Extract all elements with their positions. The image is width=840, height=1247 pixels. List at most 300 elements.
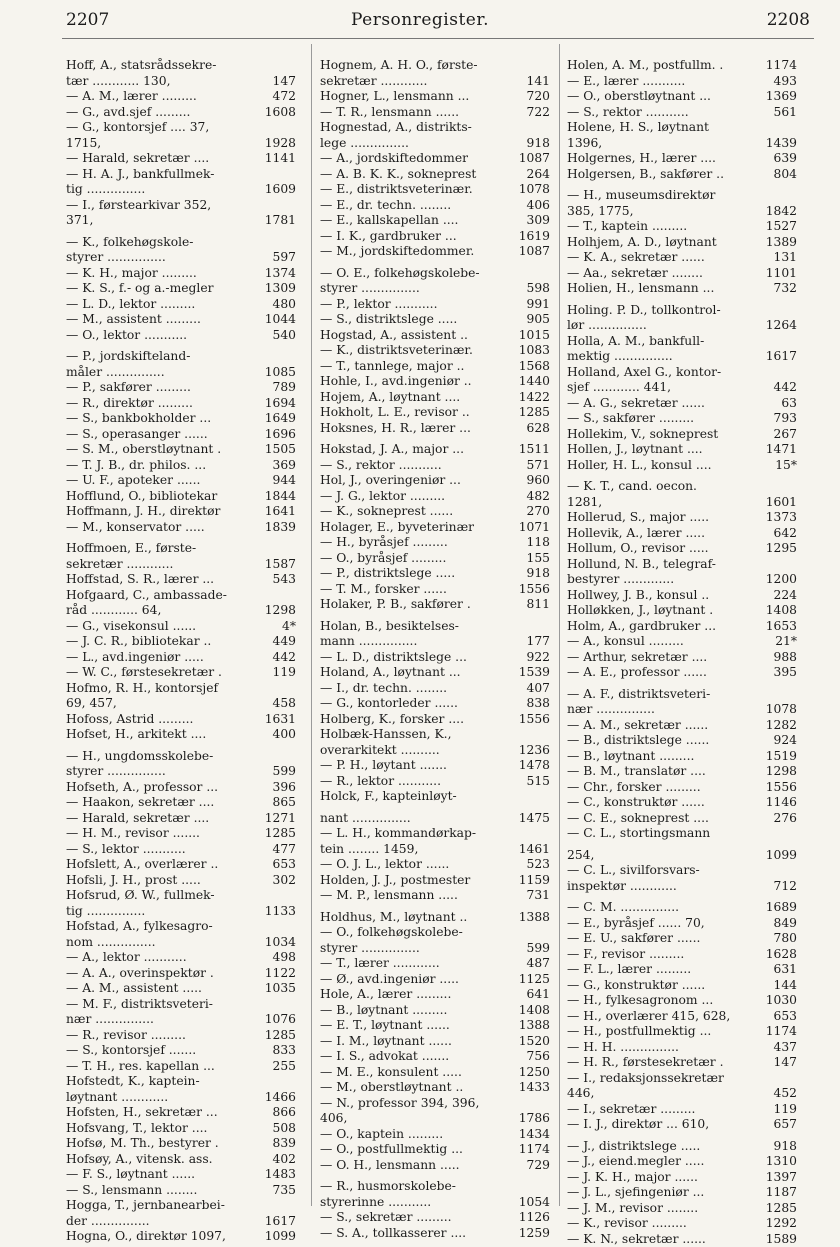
index-entry — [567, 151, 797, 167]
entry-text: — E. U., sakfører ...... — [567, 931, 771, 947]
entry-text: — O. J. L., lektor ...... — [320, 857, 524, 873]
entry-text: — Aa., sekretær ........ — [567, 266, 763, 282]
entry-page: 1264 — [763, 318, 797, 334]
entry-text: — S., sekretær ......... — [320, 1210, 516, 1226]
entry-page: 960 — [524, 473, 550, 489]
entry-text: bestyrer ............. — [567, 572, 763, 588]
entry-page: 1619 — [516, 229, 550, 245]
index-entry — [320, 888, 550, 904]
index-entry — [320, 842, 550, 858]
entry-text: — K. S., f.- og a.-megler — [66, 281, 262, 297]
index-entry — [567, 749, 797, 765]
entry-text: — E. T., løytnant ...... — [320, 1018, 516, 1034]
index-entry — [567, 1102, 797, 1118]
entry-page: 1461 — [516, 842, 550, 858]
entry-page: 988 — [771, 650, 797, 666]
index-entry — [567, 1170, 797, 1186]
entry-page: 1601 — [763, 495, 797, 511]
index-entry — [66, 888, 296, 904]
index-entry — [320, 665, 550, 681]
index-entry — [567, 733, 797, 749]
index-entry — [320, 758, 550, 774]
entry-page: 1388 — [516, 910, 550, 926]
entry-text: Holdhus, M., løytnant .. — [320, 910, 516, 926]
index-entry — [567, 303, 797, 319]
index-entry — [66, 58, 296, 74]
entry-page: 1617 — [763, 349, 797, 365]
entry-page: 1483 — [262, 1167, 296, 1183]
index-entry — [320, 551, 550, 567]
index-entry — [567, 1024, 797, 1040]
entry-text: — A. M., assistent ..... — [66, 981, 262, 997]
entry-text: Holden, J. J., postmester — [320, 873, 516, 889]
index-entry — [567, 1055, 797, 1071]
index-entry — [320, 696, 550, 712]
index-entry — [320, 1111, 550, 1127]
index-entry — [320, 405, 550, 421]
entry-text: — E., lærer ........... — [567, 74, 771, 90]
entry-page: 482 — [524, 489, 550, 505]
entry-text: — T., tannlege, major .. — [320, 359, 516, 375]
entry-text: Hol, J., overingeniør ... — [320, 473, 524, 489]
entry-page: 1285 — [262, 826, 296, 842]
entry-text: Hofgaard, C., ambassade- — [66, 588, 293, 604]
index-entry — [567, 916, 797, 932]
index-entry — [320, 151, 550, 167]
entry-page: 599 — [524, 941, 550, 957]
entry-page: 1133 — [262, 904, 296, 920]
index-entry — [567, 848, 797, 864]
index-entry — [320, 619, 550, 635]
index-entry — [567, 479, 797, 495]
entry-text: råd ............ 64, — [66, 603, 262, 619]
entry-text: Hofstad, A., fylkesagro- — [66, 919, 293, 935]
index-entry — [66, 520, 296, 536]
entry-text: Hole, A., lærer ......... — [320, 987, 524, 1003]
entry-page: 1174 — [763, 1024, 797, 1040]
entry-text: Holgernes, H., lærer .... — [567, 151, 771, 167]
index-entry — [320, 1127, 550, 1143]
entry-text: styrer ............... — [320, 281, 524, 297]
entry-page: 131 — [771, 250, 797, 266]
index-entry — [567, 1071, 797, 1087]
entry-text: — Arthur, sekretær .... — [567, 650, 771, 666]
entry-text: — O., lektor ........... — [66, 328, 270, 344]
index-entry — [320, 941, 550, 957]
index-entry — [567, 250, 797, 266]
entry-page: 1126 — [516, 1210, 550, 1226]
index-entry — [567, 318, 797, 334]
entry-page: 838 — [524, 696, 550, 712]
index-entry — [567, 1117, 797, 1133]
entry-page: 1087 — [516, 151, 550, 167]
entry-page: 1505 — [262, 442, 296, 458]
entry-page: 1631 — [262, 712, 296, 728]
index-entry — [66, 1152, 296, 1168]
entry-page: 119 — [771, 1102, 797, 1118]
index-entry — [567, 219, 797, 235]
entry-text: — O. E., folkehøgskolebe- — [320, 266, 547, 282]
index-entry — [320, 213, 550, 229]
index-entry — [320, 421, 550, 437]
entry-text: — K., distriktsveterinær. — [320, 343, 516, 359]
index-entry — [66, 1183, 296, 1199]
entry-text: — M. F., distriktsveteri- — [66, 997, 293, 1013]
index-entry — [66, 328, 296, 344]
entry-text: — N., professor 394, 396, — [320, 1096, 547, 1112]
index-entry — [320, 1018, 550, 1034]
entry-text: — S., distriktslege ..... — [320, 312, 524, 328]
entry-page: 4* — [279, 619, 296, 635]
entry-text: — S. A., tollkasserer .... — [320, 1226, 516, 1242]
entry-page: 1374 — [262, 266, 296, 282]
index-entry — [320, 1195, 550, 1211]
index-entry — [320, 1210, 550, 1226]
entry-text: nær ............... — [567, 702, 763, 718]
entry-page: 1478 — [516, 758, 550, 774]
index-entry — [320, 910, 550, 926]
entry-text: løytnant ............ — [66, 1090, 262, 1106]
entry-page: 155 — [524, 551, 550, 567]
entry-page: 1556 — [516, 712, 550, 728]
column-divider — [311, 44, 312, 1206]
index-entry — [567, 650, 797, 666]
index-entry — [320, 774, 550, 790]
index-entry — [66, 235, 296, 251]
index-entry — [320, 58, 550, 74]
entry-page: 918 — [771, 1139, 797, 1155]
entry-page: 493 — [771, 74, 797, 90]
entry-page: 1298 — [763, 764, 797, 780]
entry-text: sjef ............ 441, — [567, 380, 771, 396]
index-entry — [66, 349, 296, 365]
entry-page: 1271 — [262, 811, 296, 827]
index-column-1 — [66, 58, 296, 1245]
entry-text: — H., fylkesagronom ... — [567, 993, 763, 1009]
index-entry — [320, 442, 550, 458]
entry-page: 1397 — [763, 1170, 797, 1186]
entry-text: — G., avd.sjef ......... — [66, 105, 262, 121]
entry-page: 1539 — [516, 665, 550, 681]
index-entry — [320, 374, 550, 390]
index-entry — [66, 427, 296, 443]
index-entry — [567, 396, 797, 412]
index-entry — [567, 136, 797, 152]
index-entry — [66, 842, 296, 858]
entry-text: Hofset, H., arkitekt .... — [66, 727, 270, 743]
index-entry — [567, 795, 797, 811]
entry-page: 1125 — [516, 972, 550, 988]
entry-text: — B., løytnant ......... — [567, 749, 763, 765]
entry-text: Hoffmann, J. H., direktør — [66, 504, 262, 520]
entry-page: 1786 — [516, 1111, 550, 1127]
entry-text: Holager, E., byveterinær — [320, 520, 516, 536]
entry-page: 141 — [524, 74, 550, 90]
entry-page: 1839 — [262, 520, 296, 536]
entry-text: — L., avd.ingeniør ..... — [66, 650, 270, 666]
entry-text: Hollekim, V., sokneprest — [567, 427, 771, 443]
entry-page: 1282 — [763, 718, 797, 734]
index-entry — [567, 900, 797, 916]
index-entry — [66, 198, 296, 214]
index-entry — [320, 566, 550, 582]
index-entry — [66, 712, 296, 728]
index-entry — [567, 411, 797, 427]
index-entry — [66, 1229, 296, 1245]
entry-page: 508 — [270, 1121, 296, 1137]
entry-page: 1556 — [516, 582, 550, 598]
entry-text: — K. T., cand. oecon. — [567, 479, 794, 495]
index-entry — [567, 526, 797, 542]
index-entry — [567, 167, 797, 183]
entry-text: — O., oberstløytnant ... — [567, 89, 763, 105]
entry-text: Holaker, P. B., sakfører . — [320, 597, 524, 613]
entry-page: 991 — [524, 297, 550, 313]
entry-text: inspektør ............ — [567, 879, 771, 895]
entry-text: — G., kontorsjef .... 37, — [66, 120, 293, 136]
entry-text: Hofmo, R. H., kontorsjef — [66, 681, 293, 697]
entry-text: — C. L., stortingsmann — [567, 826, 794, 842]
entry-text: — I. K., gardbruker ... — [320, 229, 516, 245]
entry-text: Holland, Axel G., kontor- — [567, 365, 794, 381]
entry-text: — A., jordskiftedommer — [320, 151, 516, 167]
entry-page: 1122 — [262, 966, 296, 982]
entry-text: — P. H., løytant ....... — [320, 758, 516, 774]
entry-text: Holene, H. S., løytnant — [567, 120, 794, 136]
entry-text: styrer ............... — [66, 250, 270, 266]
entry-page: 458 — [270, 696, 296, 712]
entry-text: Hohle, I., avd.ingeniør .. — [320, 374, 516, 390]
entry-text: Hollum, O., revisor ..... — [567, 541, 763, 557]
entry-page: 407 — [524, 681, 550, 697]
entry-text: — P., lektor ........... — [320, 297, 524, 313]
entry-text: sekretær ............ — [320, 74, 524, 90]
index-entry — [320, 582, 550, 598]
entry-page: 1842 — [763, 204, 797, 220]
entry-page: 1511 — [516, 442, 550, 458]
index-entry — [567, 619, 797, 635]
entry-page: 598 — [524, 281, 550, 297]
index-entry — [567, 510, 797, 526]
entry-page: 1310 — [763, 1154, 797, 1170]
entry-page: 918 — [524, 566, 550, 582]
entry-text: — S., bankbokholder ... — [66, 411, 262, 427]
entry-page: 924 — [771, 733, 797, 749]
entry-page: 811 — [524, 597, 550, 613]
index-entry — [320, 328, 550, 344]
index-entry — [66, 650, 296, 666]
index-entry — [567, 204, 797, 220]
index-entry — [66, 74, 296, 90]
index-entry — [567, 557, 797, 573]
entry-text: Hogga, T., jernbanearbei- — [66, 1198, 293, 1214]
entry-text: — H. H. ............... — [567, 1040, 771, 1056]
entry-text: mann ............... — [320, 634, 524, 650]
entry-page: 1781 — [262, 213, 296, 229]
entry-page: 731 — [524, 888, 550, 904]
entry-text: styrerinne ........... — [320, 1195, 516, 1211]
entry-text: — H. M., revisor ....... — [66, 826, 262, 842]
entry-text: — R., husmorskolebe- — [320, 1179, 547, 1195]
entry-page: 309 — [524, 213, 550, 229]
entry-text: — A., lektor ........... — [66, 950, 270, 966]
entry-page: 540 — [270, 328, 296, 344]
index-entry — [66, 780, 296, 796]
entry-page: 267 — [771, 427, 797, 443]
index-entry — [66, 213, 296, 229]
index-entry — [567, 826, 797, 842]
entry-page: 722 — [524, 105, 550, 121]
entry-page: 1689 — [763, 900, 797, 916]
index-entry — [567, 188, 797, 204]
entry-text: nant ............... — [320, 811, 516, 827]
entry-page: 224 — [771, 588, 797, 604]
entry-page: 1608 — [262, 105, 296, 121]
index-entry — [320, 167, 550, 183]
index-entry — [320, 925, 550, 941]
index-entry — [320, 597, 550, 613]
index-entry — [320, 1065, 550, 1081]
entry-text: 385, 1775, — [567, 204, 763, 220]
index-entry — [66, 1214, 296, 1230]
entry-text: Hollevik, A., lærer ..... — [567, 526, 771, 542]
entry-page: 1101 — [763, 266, 797, 282]
entry-page: 639 — [771, 151, 797, 167]
index-entry — [320, 120, 550, 136]
entry-text: Holm, A., gardbruker ... — [567, 619, 763, 635]
entry-text: Hofslett, A., overlærer .. — [66, 857, 270, 873]
entry-text: — P., distriktslege ..... — [320, 566, 524, 582]
index-entry — [567, 1185, 797, 1201]
entry-page: 1236 — [516, 743, 550, 759]
entry-page: 1369 — [763, 89, 797, 105]
entry-text: Holien, H., lensmann ... — [567, 281, 771, 297]
entry-text: — B. M., translatør .... — [567, 764, 763, 780]
entry-text: — T. J. B., dr. philos. ... — [66, 458, 270, 474]
entry-page: 780 — [771, 931, 797, 947]
entry-text: overarkitekt .......... — [320, 743, 516, 759]
entry-page: 1076 — [262, 1012, 296, 1028]
entry-text: Hollund, N. B., telegraf- — [567, 557, 794, 573]
entry-page: 1520 — [516, 1034, 550, 1050]
entry-text: Holen, A. M., postfullm. . — [567, 58, 763, 74]
entry-page: 406 — [524, 198, 550, 214]
entry-page: 922 — [524, 650, 550, 666]
index-entry — [567, 334, 797, 350]
entry-page: 1696 — [262, 427, 296, 443]
entry-page: 437 — [771, 1040, 797, 1056]
index-entry — [66, 749, 296, 765]
index-entry — [66, 1121, 296, 1137]
entry-text: — A. G., sekretær ...... — [567, 396, 778, 412]
entry-text: — I., sekretær ......... — [567, 1102, 771, 1118]
entry-page: 1439 — [763, 136, 797, 152]
page-title: Personregister. — [0, 10, 840, 30]
index-entry — [66, 151, 296, 167]
index-entry — [567, 74, 797, 90]
index-entry — [66, 489, 296, 505]
index-entry — [320, 873, 550, 889]
entry-page: 1609 — [262, 182, 296, 198]
entry-page: 1035 — [262, 981, 296, 997]
entry-page: 1373 — [763, 510, 797, 526]
entry-text: 446, — [567, 1086, 771, 1102]
index-entry — [567, 993, 797, 1009]
entry-text: tig ............... — [66, 904, 262, 920]
index-entry — [66, 1012, 296, 1028]
entry-text: — Haakon, sekretær .... — [66, 795, 270, 811]
entry-page: 1475 — [516, 811, 550, 827]
entry-text: — S., rektor ........... — [320, 458, 524, 474]
entry-page: 396 — [270, 780, 296, 796]
entry-text: — L. H., kommandørkap- — [320, 826, 547, 842]
index-entry — [66, 1136, 296, 1152]
page-header — [0, 8, 840, 36]
entry-page: 1587 — [262, 557, 296, 573]
entry-text: — L. D., distriktslege ... — [320, 650, 524, 666]
entry-text: Hoffstad, S. R., lærer ... — [66, 572, 270, 588]
entry-page: 400 — [270, 727, 296, 743]
entry-text: Holan, B., besiktelses- — [320, 619, 547, 635]
index-entry — [567, 235, 797, 251]
entry-text: — M. E., konsulent ..... — [320, 1065, 516, 1081]
entry-text: tig ............... — [66, 182, 262, 198]
entry-text: — U. F., apoteker ...... — [66, 473, 270, 489]
index-entry — [320, 1179, 550, 1195]
entry-page: 15* — [772, 458, 797, 474]
index-entry — [66, 120, 296, 136]
entry-text: Holand, A., løytnant ... — [320, 665, 516, 681]
entry-text: — O., postfullmektig ... — [320, 1142, 516, 1158]
entry-page: 1295 — [763, 541, 797, 557]
index-entry — [320, 727, 550, 743]
entry-text: — H., postfullmektig ... — [567, 1024, 763, 1040]
entry-text: — R., revisor ......... — [66, 1028, 262, 1044]
index-entry — [567, 879, 797, 895]
entry-page: 1034 — [262, 935, 296, 951]
index-entry — [567, 665, 797, 681]
index-entry — [320, 634, 550, 650]
entry-page: 477 — [270, 842, 296, 858]
index-entry — [320, 681, 550, 697]
entry-text: — C. M. ............... — [567, 900, 763, 916]
entry-text: sekretær ............ — [66, 557, 262, 573]
entry-page: 1408 — [763, 603, 797, 619]
entry-page: 1466 — [262, 1090, 296, 1106]
entry-text: — O., folkehøgskolebe- — [320, 925, 547, 941]
entry-page: 515 — [524, 774, 550, 790]
index-entry — [567, 572, 797, 588]
entry-page: 1928 — [262, 136, 296, 152]
entry-page: 1408 — [516, 1003, 550, 1019]
index-entry — [320, 89, 550, 105]
entry-page: 442 — [771, 380, 797, 396]
entry-text: — J. M., revisor ........ — [567, 1201, 763, 1217]
index-entry — [320, 789, 550, 805]
entry-page: 642 — [771, 526, 797, 542]
entry-text: Hokholt, L. E., revisor .. — [320, 405, 516, 421]
index-entry — [320, 390, 550, 406]
entry-text: — O., byråsjef ......... — [320, 551, 524, 567]
entry-page: 1422 — [516, 390, 550, 406]
index-entry — [567, 780, 797, 796]
entry-page: 63 — [778, 396, 797, 412]
entry-page: 1527 — [763, 219, 797, 235]
index-entry — [567, 365, 797, 381]
entry-page: 720 — [524, 89, 550, 105]
entry-page: 1085 — [262, 365, 296, 381]
entry-page: 653 — [270, 857, 296, 873]
